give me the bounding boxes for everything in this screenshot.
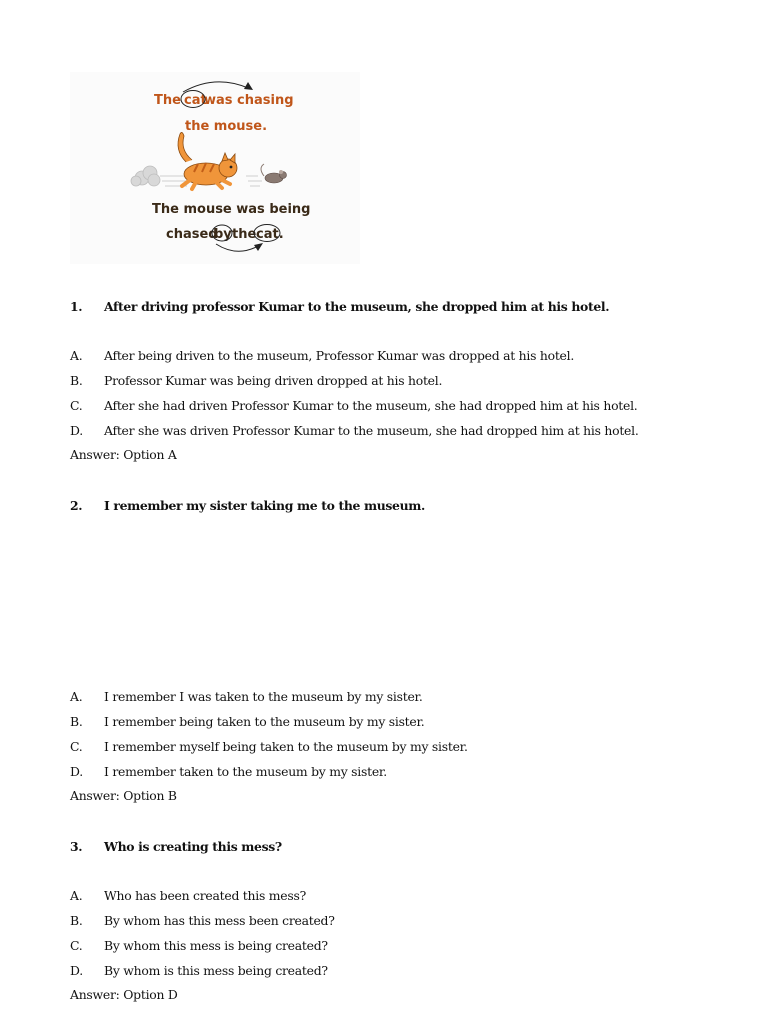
- active-arrow-head: [244, 82, 253, 90]
- option-text: By whom is this mess being created?: [104, 963, 328, 978]
- active-words-rest: was chasing: [204, 93, 294, 108]
- passive-word-cat: cat.: [256, 227, 284, 242]
- active-word-cat: cat: [184, 93, 207, 108]
- question-3-answer: Answer: Option D: [70, 987, 178, 1002]
- passive-word-by: by: [214, 227, 232, 242]
- svg-text:chased by the: [166, 227, 284, 242]
- option-text: Professor Kumar was being driven dropped at his hotel.: [104, 373, 443, 388]
- mouse-figure: [261, 164, 287, 183]
- question-1-answer: Answer: Option A: [70, 447, 177, 462]
- question-text: Who is creating this mess?: [104, 839, 282, 854]
- passive-arrow: [216, 244, 260, 251]
- passive-word-chased: chased: [166, 227, 218, 242]
- option-text: After she was driven Professor Kumar to the museum, she had dropped him at his hotel.: [104, 423, 639, 438]
- question-number: 2.: [70, 498, 83, 513]
- option-text: By whom has this mess been created?: [104, 913, 335, 928]
- option-text: After being driven to the museum, Professor Kumar was dropped at his hotel.: [104, 348, 575, 363]
- passive-line-1: The mouse was being: [152, 202, 311, 217]
- dust-cloud: [131, 166, 160, 186]
- question-2-answer: Answer: Option B: [70, 788, 177, 803]
- svg-text:The cat was chasin: [154, 93, 294, 108]
- option-letter: D.: [70, 963, 83, 978]
- active-line-2: the mouse.: [185, 119, 268, 134]
- option-letter: D.: [70, 423, 83, 438]
- option-letter: A.: [70, 888, 83, 903]
- option-letter: B.: [70, 913, 83, 928]
- option-letter: C.: [70, 398, 83, 413]
- option-text: After she had driven Professor Kumar to the museum, she had dropped him at his hotel.: [104, 398, 638, 413]
- question-text: I remember my sister taking me to the museum.: [104, 498, 425, 513]
- option-letter: B.: [70, 373, 83, 388]
- option-text: I remember myself being taken to the museum by my sister.: [104, 739, 468, 754]
- option-text: I remember being taken to the museum by my sister.: [104, 714, 425, 729]
- question-number: 1.: [70, 299, 83, 314]
- option-text: By whom this mess is being created?: [104, 938, 328, 953]
- cat-figure: [178, 132, 237, 189]
- option-letter: D.: [70, 764, 83, 779]
- option-text: I remember taken to the museum by my sister.: [104, 764, 387, 779]
- option-text: I remember I was taken to the museum by my sister.: [104, 689, 423, 704]
- question-text: After driving professor Kumar to the museum, she dropped him at his hotel.: [104, 299, 610, 314]
- question-number: 3.: [70, 839, 83, 854]
- active-word-the: The: [154, 93, 181, 108]
- active-passive-illustration: [70, 72, 360, 264]
- option-letter: C.: [70, 938, 83, 953]
- option-letter: A.: [70, 348, 83, 363]
- passive-word-the: the: [232, 227, 257, 242]
- option-text: Who has been created this mess?: [104, 888, 306, 903]
- option-letter: B.: [70, 714, 83, 729]
- passive-arrow-head: [254, 243, 263, 251]
- option-letter: C.: [70, 739, 83, 754]
- option-letter: A.: [70, 689, 83, 704]
